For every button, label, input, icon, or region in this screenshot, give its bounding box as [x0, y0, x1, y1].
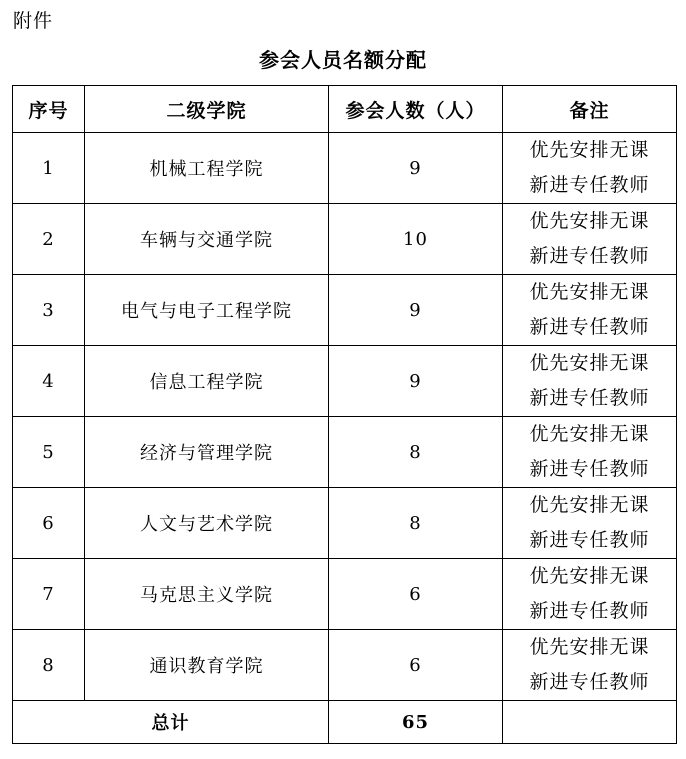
- remark-line-2: 新进专任教师: [529, 600, 650, 622]
- table-row: [13, 417, 677, 488]
- row-serial-number: 4: [13, 346, 85, 417]
- row-serial-number: 1: [13, 133, 85, 204]
- row-remarks: [503, 346, 677, 417]
- row-college: 信息工程学院: [85, 346, 329, 417]
- row-serial-number: 5: [13, 417, 85, 488]
- page-title: 参会人员名额分配: [259, 48, 427, 72]
- row-remarks: [503, 630, 677, 701]
- remark-line-2: 新进专任教师: [529, 174, 650, 196]
- table-row: [13, 630, 677, 701]
- total-count: 65: [329, 701, 503, 744]
- row-college: 人文与艺术学院: [85, 488, 329, 559]
- table-row: [13, 559, 677, 630]
- header-remarks: 备注: [503, 86, 677, 133]
- row-attendee-count: 6: [329, 559, 503, 630]
- remark-line-1: 优先安排无课: [529, 139, 650, 161]
- remark-line-2: 新进专任教师: [529, 458, 650, 480]
- row-serial-number: 8: [13, 630, 85, 701]
- row-college: 马克思主义学院: [85, 559, 329, 630]
- remark-line-1: 优先安排无课: [529, 423, 650, 445]
- row-college: 电气与电子工程学院: [85, 275, 329, 346]
- row-attendee-count: 8: [329, 488, 503, 559]
- row-serial-number: 7: [13, 559, 85, 630]
- row-college: 车辆与交通学院: [85, 204, 329, 275]
- remark-line-1: 优先安排无课: [529, 636, 650, 658]
- row-remarks: [503, 488, 677, 559]
- attachment-label: 附件: [13, 10, 54, 32]
- row-serial-number: 6: [13, 488, 85, 559]
- remark-line-2: 新进专任教师: [529, 671, 650, 693]
- table-header-row: [13, 86, 677, 133]
- remark-line-2: 新进专任教师: [529, 529, 650, 551]
- header-serial-number: 序号: [13, 86, 85, 133]
- total-label: 总计: [13, 701, 329, 744]
- remark-line-1: 优先安排无课: [529, 565, 650, 587]
- remark-line-1: 优先安排无课: [529, 494, 650, 516]
- allocation-table: [12, 85, 677, 744]
- remark-line-1: 优先安排无课: [529, 352, 650, 374]
- row-college: 通识教育学院: [85, 630, 329, 701]
- remark-line-2: 新进专任教师: [529, 316, 650, 338]
- row-serial-number: 3: [13, 275, 85, 346]
- row-remarks: [503, 275, 677, 346]
- header-college: 二级学院: [85, 86, 329, 133]
- header-attendee-count: 参会人数（人）: [329, 86, 503, 133]
- total-remarks-empty: [503, 701, 677, 744]
- table-row: [13, 204, 677, 275]
- table-row: [13, 488, 677, 559]
- table-row: [13, 133, 677, 204]
- table-row: [13, 275, 677, 346]
- row-attendee-count: 10: [329, 204, 503, 275]
- row-attendee-count: 9: [329, 133, 503, 204]
- row-remarks: [503, 417, 677, 488]
- row-remarks: [503, 559, 677, 630]
- remark-line-1: 优先安排无课: [529, 210, 650, 232]
- row-remarks: [503, 204, 677, 275]
- row-college: 经济与管理学院: [85, 417, 329, 488]
- remark-line-2: 新进专任教师: [529, 245, 650, 267]
- table-row: [13, 346, 677, 417]
- total-row: [13, 701, 677, 744]
- row-serial-number: 2: [13, 204, 85, 275]
- row-college: 机械工程学院: [85, 133, 329, 204]
- row-attendee-count: 8: [329, 417, 503, 488]
- row-attendee-count: 9: [329, 346, 503, 417]
- row-attendee-count: 9: [329, 275, 503, 346]
- remark-line-2: 新进专任教师: [529, 387, 650, 409]
- remark-line-1: 优先安排无课: [529, 281, 650, 303]
- row-attendee-count: 6: [329, 630, 503, 701]
- row-remarks: [503, 133, 677, 204]
